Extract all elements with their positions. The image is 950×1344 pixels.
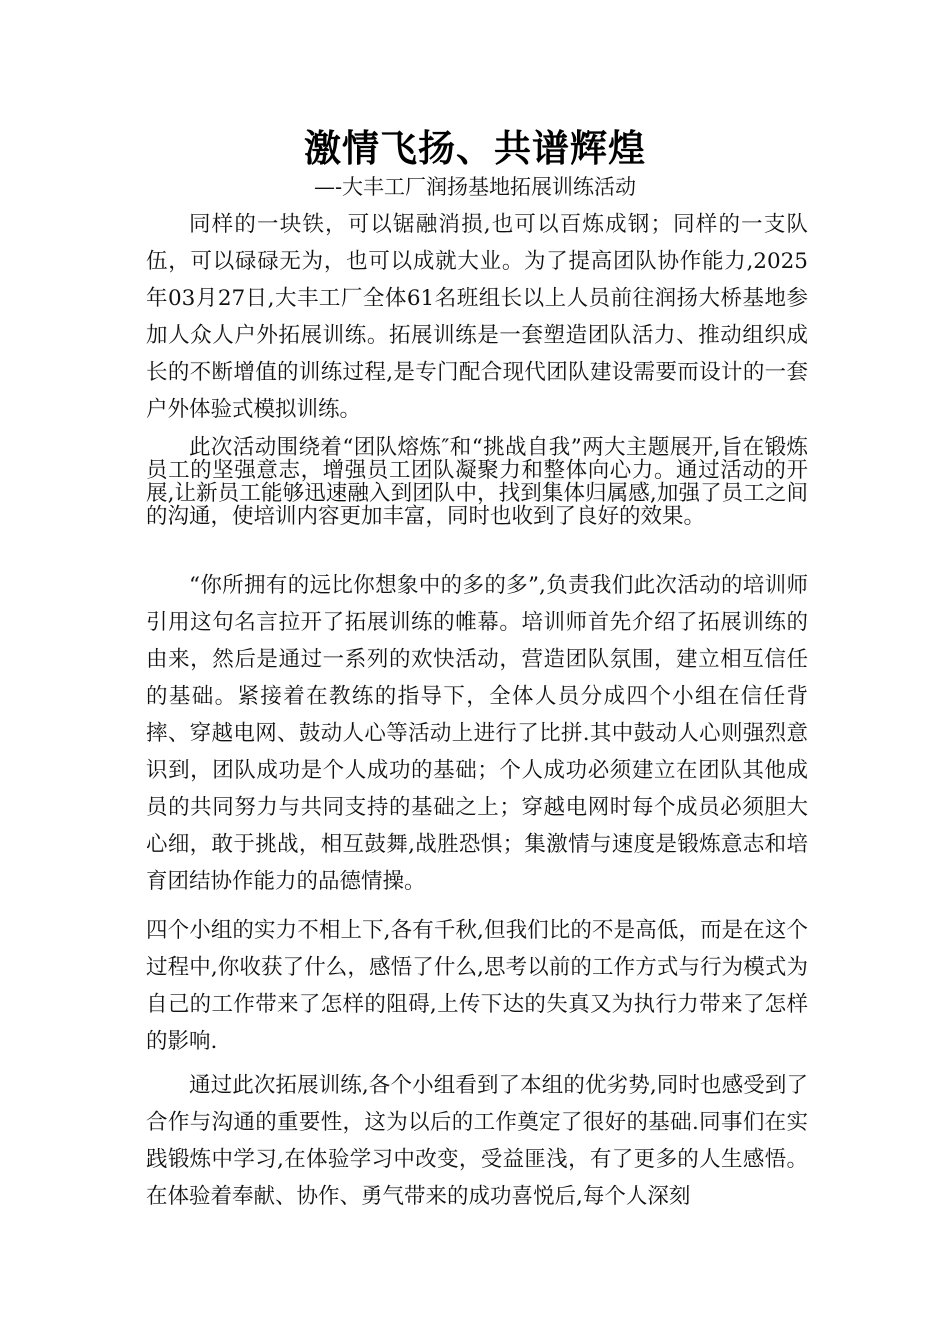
paragraph-groups: 四个小组的实力不相上下,各有千秋,但我们比的不是高低，而是在这个过程中,你收获了什么，感悟了什么,思考以前的工作方式与行为模式为自己的工作带来了怎样的阻碍,上传下达的失真又为执行力带来了怎样的影响.: [146, 918, 808, 1054]
document-title: 激情飞扬、共谱辉煌: [304, 127, 646, 170]
paragraph-intro: 同样的一块铁，可以锯融消损,也可以百炼成钢；同样的一支队伍，可以碌碌无为，也可以成就大业。为了提高团队协作能力,2025年03月27日,大丰工厂全体61名班组长以上人员前往润扬大桥基地参加人众人户外拓展训练。拓展训练是一套塑造团队活力、推动组织成长的不断增值的训练过程,是专门配合现代团队建设需要而设计的一套户外体验式模拟训练。: [146, 212, 808, 422]
document-subtitle: —-大丰工厂润扬基地拓展训练活动: [313, 175, 637, 199]
paragraph-activities: “你所拥有的远比你想象中的多的多”,负责我们此次活动的培训师引用这句名言拉开了拓展训练的帷幕。培训师首先介绍了拓展训练的由来，然后是通过一系列的欢快活动，营造团队氛围，建立相互信任的基础。紧接着在教练的指导下，全体人员分成四个小组在信任背摔、穿越电网、鼓动人心等活动上进行了比拼.其中鼓动人心则强烈意识到，团队成功是个人成功的基础；个人成功必须建立在团队其他成员的共同努力与共同支持的基础之上；穿越电网时每个成员必须胆大心细，敢于挑战，相互鼓舞,战胜恐惧；集激情与速度是锻炼意志和培育团结协作能力的品德情操。: [146, 573, 808, 894]
paragraph-conclusion: 通过此次拓展训练,各个小组看到了本组的优劣势,同时也感受到了合作与沟通的重要性，这为以后的工作奠定了很好的基础.同事们在实践锻炼中学习,在体验学习中改变，受益匪浅，有了更多的人生感悟。在体验着奉献、协作、勇气带来的成功喜悦后,每个人深刻: [146, 1073, 808, 1209]
paragraph-theme: 此次活动围绕着“团队熔炼″和“挑战自我”两大主题展开,旨在锻炼员工的坚强意志，增强员工团队凝聚力和整体向心力。通过活动的开展,让新员工能够迅速融入到团队中，找到集体归属感,加强了员工之间的沟通，使培训内容更加丰富，同时也收到了良好的效果。: [146, 435, 808, 529]
